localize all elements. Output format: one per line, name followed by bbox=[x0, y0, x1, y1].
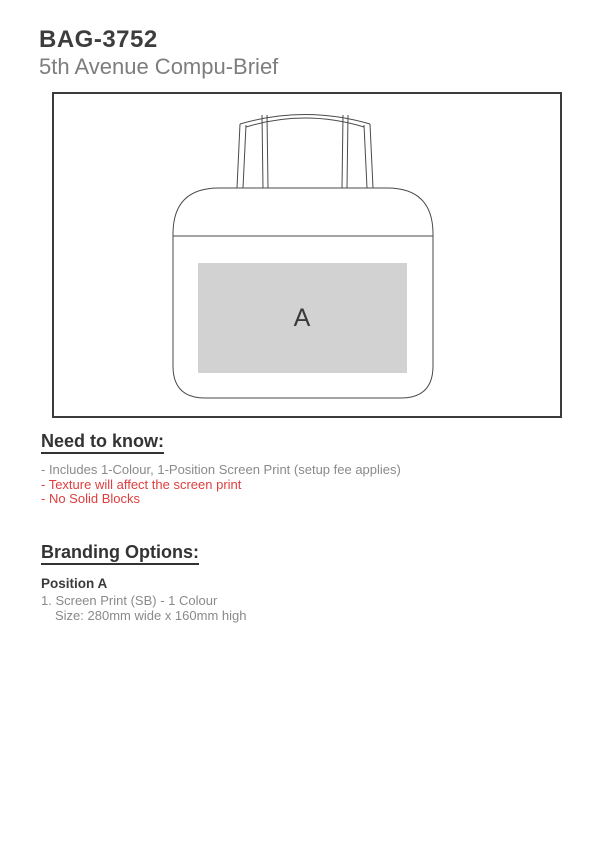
bag-line-drawing bbox=[54, 94, 560, 416]
product-diagram-box bbox=[52, 92, 562, 418]
branding-options-section bbox=[41, 542, 246, 623]
need-to-know-heading-text: Need to know: bbox=[41, 431, 164, 454]
need-to-know-section bbox=[41, 431, 401, 507]
product-name: 5th Avenue Compu-Brief bbox=[39, 54, 279, 79]
branding-options-heading bbox=[41, 542, 246, 565]
need-to-know-heading bbox=[41, 431, 401, 454]
product-header bbox=[39, 26, 278, 80]
branding-size-line: Size: 280mm wide x 160mm high bbox=[55, 608, 247, 623]
branding-options-heading-text: Branding Options: bbox=[41, 542, 199, 565]
position-a-heading: Position A bbox=[41, 576, 108, 591]
note-includes-print: - Includes 1-Colour, 1-Position Screen Print (setup fee applies) bbox=[41, 462, 401, 477]
bag-handle-lines bbox=[237, 115, 373, 189]
note-texture-warning: - Texture will affect the screen print bbox=[41, 476, 242, 492]
note-no-solid-blocks: - No Solid Blocks bbox=[41, 491, 140, 506]
print-area-label: A bbox=[293, 304, 311, 332]
branding-method-line: 1. Screen Print (SB) - 1 Colour bbox=[41, 593, 218, 608]
product-code: BAG-3752 bbox=[39, 26, 158, 53]
